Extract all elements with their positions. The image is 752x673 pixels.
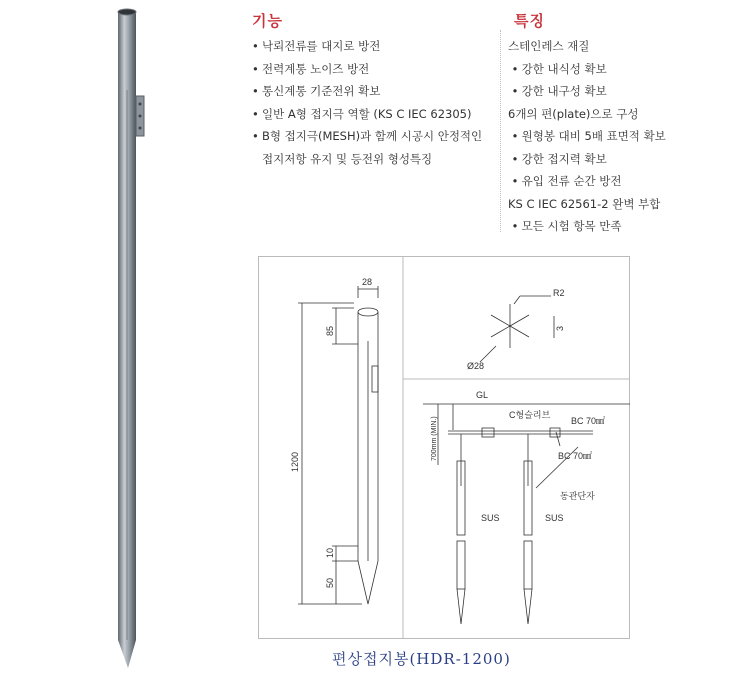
section-r2-label: R2 [553,288,565,298]
install-depth-label: 700mm (MIN.) [431,416,438,461]
characteristics-item: • 강한 접지력 확보 [511,151,607,166]
section-3-label: 3 [555,325,565,331]
install-sus2-label: SUS [545,513,564,523]
features-item: 접지저항 유지 및 등전위 형성특징 [262,151,433,166]
section-dia-label: Ø28 [467,361,485,371]
characteristics-item: • 원형봉 대비 5배 표면적 확보 [511,129,666,143]
install-sus1-label: SUS [481,513,500,523]
features-item: • 전력계통 노이즈 방전 [252,61,370,76]
characteristics-item: 스테인레스 재질 [508,39,590,53]
characteristics-item: • 모든 시험 항목 만족 [511,219,622,233]
install-sleeve-label: C형슬리브 [509,410,551,420]
dim-10-label: 10 [325,547,335,558]
product-caption: 편상접지봉(HDR-1200) [332,650,511,668]
features-item: • B형 접지극(MESH)과 함께 시공시 안정적인 [252,129,483,143]
dim-width-label: 28 [362,277,373,287]
characteristics-item: KS C IEC 62561-2 완벽 부합 [508,196,661,211]
characteristics-item: • 유입 전류 순간 방전 [511,174,622,188]
dim-85-label: 85 [325,325,335,336]
install-terminal-label: 동관단자 [560,491,595,501]
installation-drawing [423,404,630,624]
characteristics-list [508,35,666,238]
features-title: 기능 [252,12,283,30]
cross-section-drawing [480,296,554,362]
product-rod-photo [100,0,160,673]
features-item: • 통신계통 기준전위 확보 [252,84,381,98]
technical-drawing [258,256,630,640]
characteristics-item: • 강한 내구성 확보 [511,84,607,98]
rod-elevation-drawing [298,286,378,604]
characteristics-item: • 강한 내식성 확보 [511,61,607,76]
dim-50-label: 50 [325,577,335,588]
install-bc2-label: BC 70㎟ [558,451,593,461]
install-gl-label: GL [476,390,489,400]
features-item: • 낙뢰전류를 대지로 방전 [252,39,381,53]
dim-1200-label: 1200 [290,451,300,472]
features-item: • 일반 A형 접지극 역할 (KS C IEC 62305) [252,106,472,121]
install-bc1-label: BC 70㎟ [571,416,606,426]
characteristics-title: 특징 [514,12,545,30]
section-divider [500,30,501,232]
features-list [252,35,482,170]
characteristics-item: 6개의 편(plate)으로 구성 [508,106,639,121]
